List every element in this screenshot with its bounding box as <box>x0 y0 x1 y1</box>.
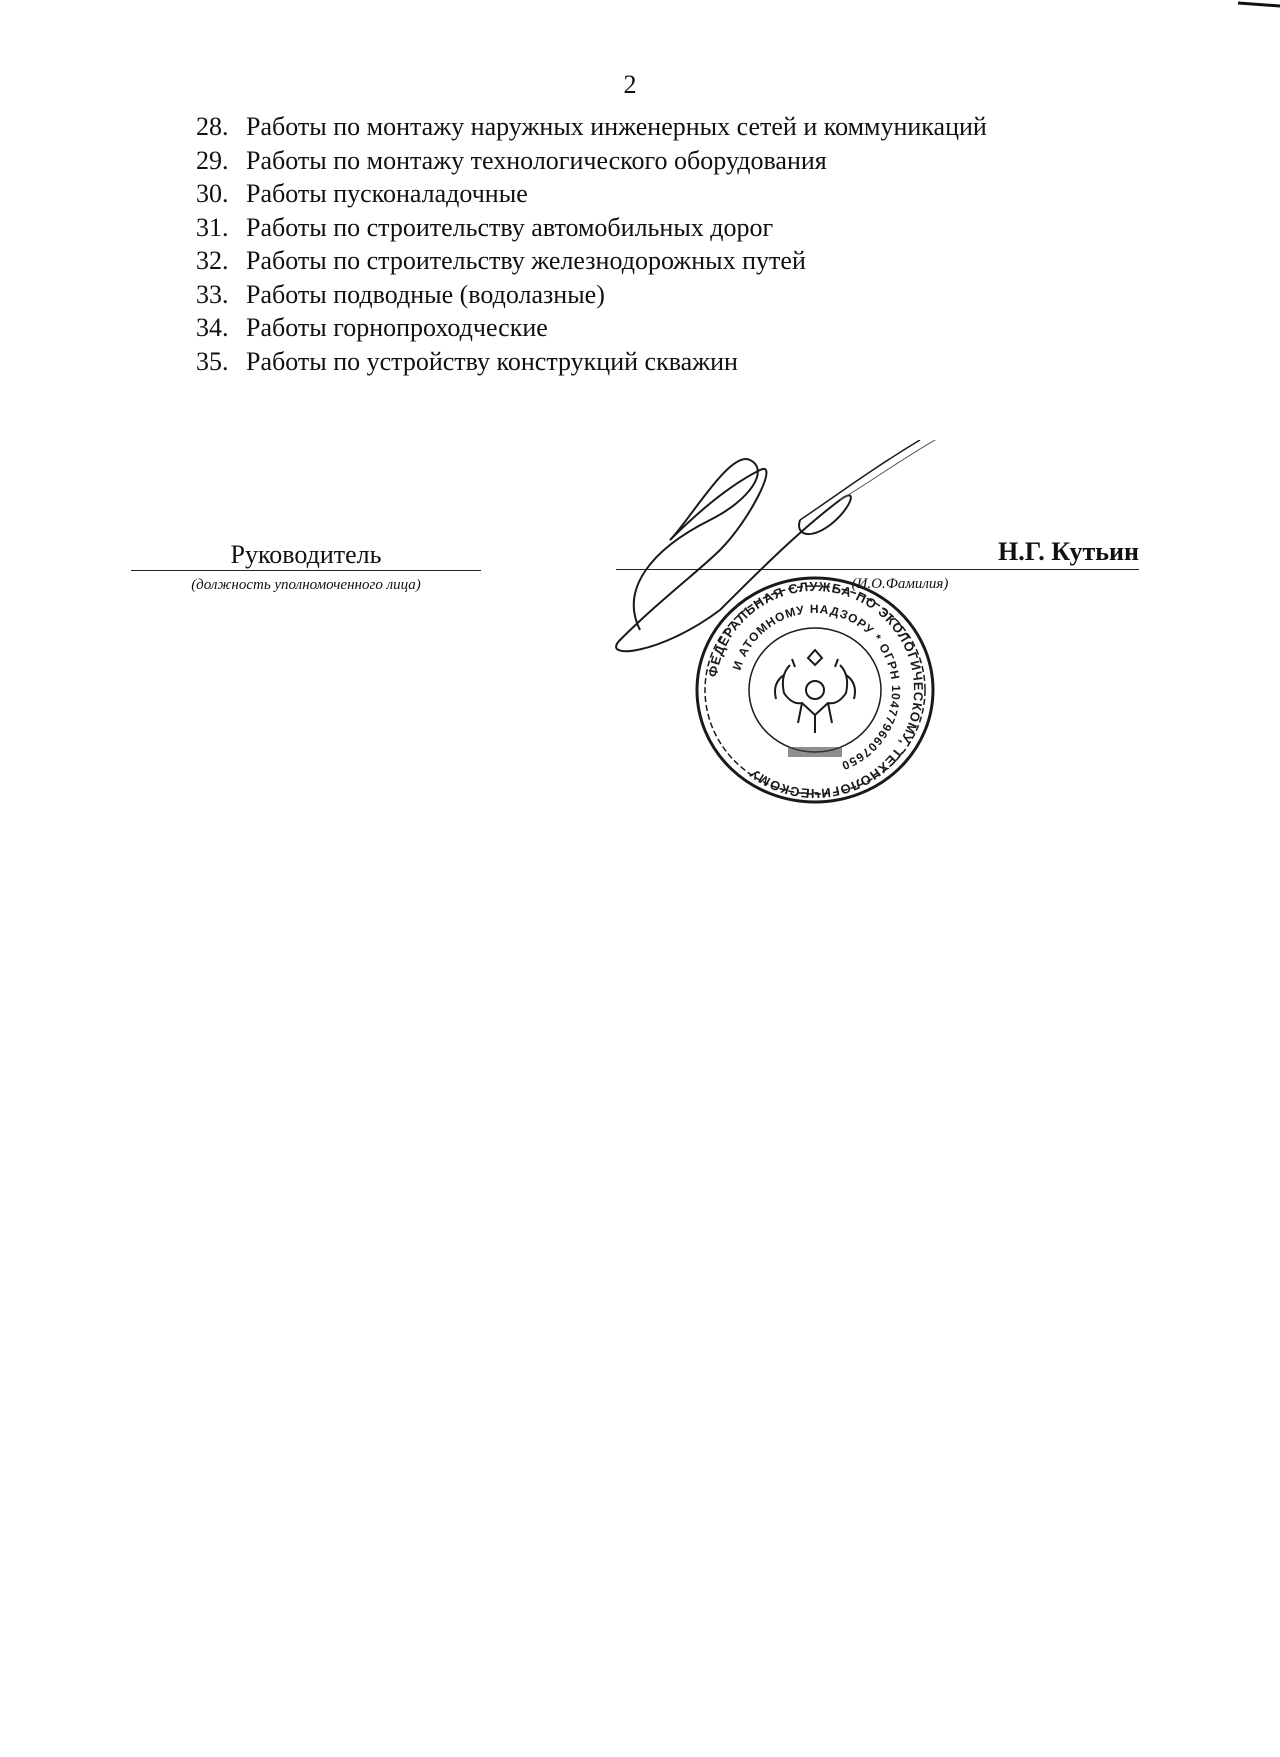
item-number: 32. <box>196 246 229 275</box>
item-number: 33. <box>196 279 229 309</box>
work-list <box>196 110 987 378</box>
list-item <box>196 177 987 211</box>
page-number: 2 <box>623 70 637 99</box>
item-number: 31. <box>196 212 229 242</box>
item-text: Работы по монтажу технологического оборудования <box>246 145 827 175</box>
position-underline <box>131 570 481 571</box>
item-text: Работы пусконаладочные <box>246 179 528 208</box>
list-item <box>196 278 987 312</box>
item-text: Работы по строительству автомобильных дорог <box>246 212 774 242</box>
signatory-name: Н.Г. Кутьин <box>997 537 1139 566</box>
item-text: Работы по строительству железнодорожных путей <box>246 246 806 275</box>
scan-artifact <box>1238 0 1280 14</box>
list-item <box>196 345 987 379</box>
item-text: Работы по монтажу наружных инженерных сетей и коммуникаций <box>246 112 987 141</box>
list-item <box>196 244 987 278</box>
item-number: 34. <box>196 313 229 342</box>
item-number: 35. <box>196 346 229 376</box>
item-text: Работы по устройству конструкций скважин <box>246 346 738 376</box>
name-caption: (И.О.Фамилия) <box>851 576 949 592</box>
stamp-inner-path: И АТОМНОМУ НАДЗОРУ * ОГРН 1047796607650 <box>729 601 904 774</box>
list-item <box>196 311 987 345</box>
position-title: Руководитель <box>230 540 382 569</box>
list-item <box>196 211 987 245</box>
stamp-outer-path: ФЕДЕРАЛЬНАЯ СЛУЖБА ПО ЭКОЛОГИЧЕСКОМУ, ТЕХНОЛОГИЧЕСКОМУ <box>704 578 927 802</box>
item-text: Работы подводные (водолазные) <box>246 279 605 309</box>
list-item <box>196 144 987 178</box>
position-caption: (должность уполномоченного лица) <box>191 577 421 593</box>
item-number: 28. <box>196 112 229 141</box>
item-number: 30. <box>196 179 229 208</box>
item-text: Работы горнопроходческие <box>246 313 548 342</box>
list-item <box>196 110 987 144</box>
item-number: 29. <box>196 145 229 175</box>
